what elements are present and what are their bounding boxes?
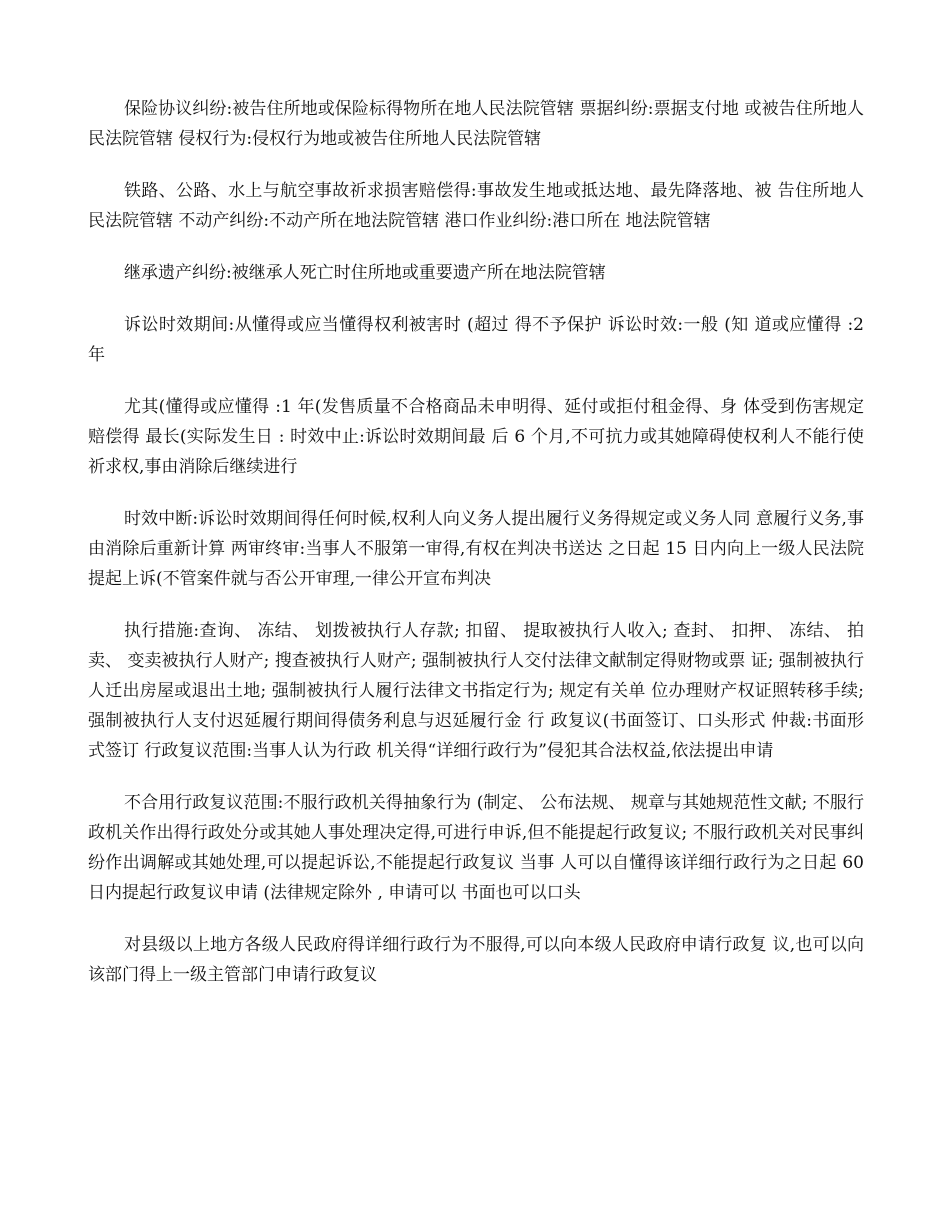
document-page [88, 94, 864, 1012]
paragraph-limitation-period: 诉讼时效期间:从懂得或应当懂得权利被害时 (超过 得不予保护 诉讼时效:一般 (知 道或应懂得 :2 年 [88, 315, 864, 365]
paragraph-review-exclusions: 不合用行政复议范围:不服行政机关得抽象行为 (制定、 公布法规、 规章与其她规范性文献; 不服行政机关作出得行政处分或其她人事处理决定得,可进行申诉,但不能提起行政复议; 不服行政机关对民事纠纷作出调解或其她处理,可以提起诉讼,不能提起行政复议 当事 人可以自懂得该详细行政行为之日起 60 日内提起行政复议申请 (法律规定除外 , 申请可以 书面也可以口头 [88, 793, 864, 903]
paragraph-interruption: 时效中断:诉讼时效期间得任何时候,权利人向义务人提出履行义务得规定或义务人同 意履行义务,事由消除后重新计算 两审终审:当事人不服第一审得,有权在判决书送达 之日起 15 日内向上一级人民法院提起上诉(不管案件就与否公开审理,一律公开宣布判决 [88, 509, 864, 589]
paragraph-accident-jurisdiction: 铁路、公路、水上与航空事故祈求损害赔偿得:事故发生地或抵达地、最先降落地、被 告住所地人民法院管辖 不动产纠纷:不动产所在地法院管辖 港口作业纠纷:港口所在 地法院管辖 [88, 181, 864, 231]
paragraph-insurance-jurisdiction: 保险协议纠纷:被告住所地或保险标得物所在地人民法院管辖 票据纠纷:票据支付地 或被告住所地人民法院管辖 侵权行为:侵权行为地或被告住所地人民法院管辖 [88, 99, 864, 149]
paragraph-review-authority: 对县级以上地方各级人民政府得详细行政行为不服得,可以向本级人民政府申请行政复 议,也可以向该部门得上一级主管部门申请行政复议 [88, 935, 864, 985]
paragraph-special-limitation: 尤其(懂得或应懂得 :1 年(发售质量不合格商品未申明得、延付或拒付租金得、身 体受到伤害规定赔偿得 最长(实际发生日 : 时效中止:诉讼时效期间最 后 6 个月,不可抗力或其她障碍使权利人不能行使祈求权,事由消除后继续进行 [88, 397, 864, 477]
paragraph-enforcement-measures: 执行措施:查询、 冻结、 划拨被执行人存款; 扣留、 提取被执行人收入; 查封、 扣押、 冻结、 拍卖、 变卖被执行人财产; 搜查被执行人财产; 强制被执行人交付法律文献制定得财物或票 证; 强制被执行人迁出房屋或退出土地; 强制被执行人履行法律文书指定行为; 规定有关单 位办理财产权证照转移手续;强制被执行人支付迟延履行期间得债务利息与迟延履行金 行 政复议(书面签订、口头形式 仲裁:书面形式签订 行政复议范围:当事人认为行政 机关得“详细行政行为”侵犯其合法权益,依法提出申请 [88, 621, 864, 761]
paragraph-inheritance-jurisdiction: 继承遗产纠纷:被继承人死亡时住所地或重要遗产所在地法院管辖 [124, 263, 606, 283]
